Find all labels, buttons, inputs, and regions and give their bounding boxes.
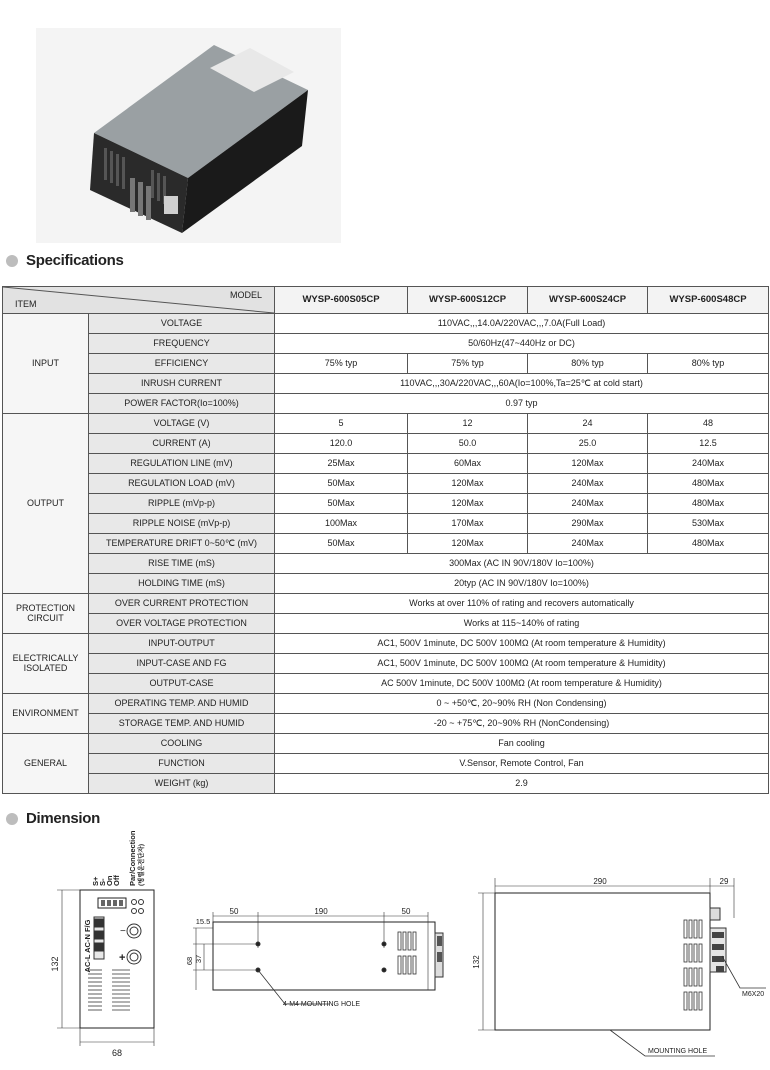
value-cell-span: 2.9 <box>275 774 769 794</box>
top-view <box>185 907 443 1008</box>
row-label: OPERATING TEMP. AND HUMID <box>89 694 275 714</box>
row-label: REGULATION LINE (mV) <box>89 454 275 474</box>
value-cell: 120.0 <box>275 434 408 454</box>
value-cell: 480Max <box>648 474 769 494</box>
table-row <box>3 334 769 354</box>
dimension-heading: Dimension <box>6 810 100 827</box>
value-cell: 50Max <box>275 534 408 554</box>
value-cell: 120Max <box>408 474 528 494</box>
model-header: WYSP-600S05CP <box>275 287 408 314</box>
table-row <box>3 434 769 454</box>
value-cell: 12.5 <box>648 434 769 454</box>
value-cell: 50Max <box>275 494 408 514</box>
table-row <box>3 454 769 474</box>
pin-label: S- <box>98 878 107 886</box>
group-cell: GENERAL <box>3 734 89 794</box>
model-header: WYSP-600S24CP <box>528 287 648 314</box>
pin-label: Off <box>112 875 121 886</box>
row-label: RISE TIME (mS) <box>89 554 275 574</box>
row-label: TEMPERATURE DRIFT 0~50℃ (mV) <box>89 534 275 554</box>
row-label: INPUT-OUTPUT <box>89 634 275 654</box>
row-label: HOLDING TIME (mS) <box>89 574 275 594</box>
row-label: RIPPLE NOISE (mVp-p) <box>89 514 275 534</box>
table-row <box>3 554 769 574</box>
value-cell-span: 300Max (AC IN 90V/180V Io=100%) <box>275 554 769 574</box>
power-supply-image <box>36 28 341 243</box>
row-label: VOLTAGE <box>89 314 275 334</box>
value-cell: 120Max <box>528 454 648 474</box>
group-label-line: PROTECTION <box>15 602 75 613</box>
value-cell: 100Max <box>275 514 408 534</box>
model-item-header <box>3 287 275 314</box>
product-photo <box>36 28 341 243</box>
group-label-line: CIRCUIT <box>27 612 64 623</box>
front-width-dim: 68 <box>111 1048 123 1058</box>
value-cell-span: 20typ (AC IN 90V/180V Io=100%) <box>275 574 769 594</box>
value-cell: 60Max <box>408 454 528 474</box>
value-cell-span: Fan cooling <box>275 734 769 754</box>
table-header-row <box>3 287 769 314</box>
table-row <box>3 374 769 394</box>
side-mounting-hole-label: MOUNTING HOLE <box>648 1048 708 1055</box>
table-row <box>3 414 769 434</box>
row-label: CURRENT (A) <box>89 434 275 454</box>
value-cell: 12 <box>408 414 528 434</box>
group-label-line: ELECTRICALLY <box>12 652 79 663</box>
top-dim: 50 <box>401 907 411 916</box>
group-cell <box>3 634 89 694</box>
value-cell: 120Max <box>408 494 528 514</box>
row-label: POWER FACTOR(Io=100%) <box>89 394 275 414</box>
left-dim: 68 <box>185 956 194 966</box>
value-cell: 290Max <box>528 514 648 534</box>
value-cell-span: AC1, 500V 1minute, DC 500V 100MΩ (At room temperature & Humidity) <box>275 654 769 674</box>
table-row <box>3 314 769 334</box>
row-label: OUTPUT-CASE <box>89 674 275 694</box>
table-row <box>3 494 769 514</box>
top-mounting-hole-label: 4-M4 MOUNTING HOLE <box>283 1001 361 1008</box>
table-row <box>3 514 769 534</box>
top-dim: 190 <box>314 907 328 916</box>
value-cell: 80% typ <box>528 354 648 374</box>
table-row <box>3 534 769 554</box>
table-row <box>3 714 769 734</box>
value-cell-span: 110VAC,,,14.0A/220VAC,,,7.0A(Full Load) <box>275 314 769 334</box>
row-label: INRUSH CURRENT <box>89 374 275 394</box>
value-cell: 24 <box>528 414 648 434</box>
screw-label: M6X20 <box>742 991 765 998</box>
value-cell-span: 0 ~ +50℃, 20~90% RH (Non Condensing) <box>275 694 769 714</box>
model-header: WYSP-600S48CP <box>648 287 769 314</box>
model-label: MODEL <box>229 290 262 300</box>
side-length-dim: 290 <box>593 877 607 886</box>
row-label: COOLING <box>89 734 275 754</box>
group-label-line: ISOLATED <box>23 662 68 673</box>
model-header: WYSP-600S12CP <box>408 287 528 314</box>
value-cell: 80% typ <box>648 354 769 374</box>
value-cell: 240Max <box>528 534 648 554</box>
value-cell: 240Max <box>648 454 769 474</box>
table-row <box>3 614 769 634</box>
side-ext-dim: 29 <box>719 877 729 886</box>
row-label: VOLTAGE (V) <box>89 414 275 434</box>
left-dim: 15.5 <box>195 917 211 926</box>
value-cell: 48 <box>648 414 769 434</box>
group-cell: INPUT <box>3 314 89 414</box>
row-label: FREQUENCY <box>89 334 275 354</box>
bullet-icon <box>6 255 18 267</box>
table-row <box>3 594 769 614</box>
row-label: EFFICIENCY <box>89 354 275 374</box>
row-label: OVER CURRENT PROTECTION <box>89 594 275 614</box>
table-row <box>3 734 769 754</box>
table-row <box>3 574 769 594</box>
left-dim: 37 <box>194 954 203 964</box>
value-cell-span: 110VAC,,,30A/220VAC,,,60A(Io=100%,Ta=25℃ at cold start) <box>275 374 769 394</box>
value-cell-span: 50/60Hz(47~440Hz or DC) <box>275 334 769 354</box>
value-cell: 5 <box>275 414 408 434</box>
value-cell: 240Max <box>528 494 648 514</box>
side-height-dim: 132 <box>472 955 481 969</box>
value-cell: 240Max <box>528 474 648 494</box>
table-row <box>3 474 769 494</box>
value-cell: 75% typ <box>408 354 528 374</box>
value-cell-span: AC1, 500V 1minute, DC 500V 100MΩ (At room temperature & Humidity) <box>275 634 769 654</box>
front-view <box>50 830 154 1058</box>
value-cell: 50.0 <box>408 434 528 454</box>
table-row <box>3 754 769 774</box>
value-cell-span: V.Sensor, Remote Control, Fan <box>275 754 769 774</box>
value-cell: 530Max <box>648 514 769 534</box>
minus-label: − <box>120 926 126 937</box>
pin-label: S+ <box>91 876 100 886</box>
table-row <box>3 694 769 714</box>
row-label: REGULATION LOAD (mV) <box>89 474 275 494</box>
side-view <box>472 877 766 1056</box>
table-row <box>3 774 769 794</box>
value-cell: 480Max <box>648 494 769 514</box>
dimension-drawing <box>0 828 770 1070</box>
group-cell: ENVIRONMENT <box>3 694 89 734</box>
top-dim: 50 <box>229 907 239 916</box>
row-label: RIPPLE (mVp-p) <box>89 494 275 514</box>
row-label: STORAGE TEMP. AND HUMID <box>89 714 275 734</box>
specifications-table <box>2 286 769 794</box>
value-cell: 25Max <box>275 454 408 474</box>
pin-label: On <box>105 875 114 886</box>
value-cell-span: Works at over 110% of rating and recovers automatically <box>275 594 769 614</box>
table-row <box>3 654 769 674</box>
value-cell-span: Works at 115~140% of rating <box>275 614 769 634</box>
value-cell-span: -20 ~ +75℃, 20~90% RH (NonCondensing) <box>275 714 769 734</box>
front-height-dim: 132 <box>50 956 60 972</box>
plus-label: + <box>119 952 126 964</box>
par-korean-label: (병렬운전단자) <box>138 843 145 886</box>
row-label: FUNCTION <box>89 754 275 774</box>
value-cell: 50Max <box>275 474 408 494</box>
ac-terminal-label: AC-L AC-N F/G <box>83 919 92 973</box>
table-row <box>3 394 769 414</box>
value-cell: 120Max <box>408 534 528 554</box>
row-label: INPUT-CASE AND FG <box>89 654 275 674</box>
specifications-heading: Specifications <box>6 252 124 269</box>
row-label: OVER VOLTAGE PROTECTION <box>89 614 275 634</box>
table-row <box>3 354 769 374</box>
value-cell: 25.0 <box>528 434 648 454</box>
item-label: ITEM <box>15 299 37 310</box>
value-cell-span: 0.97 typ <box>275 394 769 414</box>
par-connection-label: Par/Connection <box>128 830 137 886</box>
value-cell: 480Max <box>648 534 769 554</box>
table-row <box>3 634 769 654</box>
table-row <box>3 674 769 694</box>
group-cell: OUTPUT <box>3 414 89 594</box>
row-label: WEIGHT (kg) <box>89 774 275 794</box>
group-cell <box>3 594 89 634</box>
value-cell: 170Max <box>408 514 528 534</box>
bullet-icon <box>6 813 18 825</box>
value-cell-span: AC 500V 1minute, DC 500V 100MΩ (At room temperature & Humidity) <box>275 674 769 694</box>
value-cell: 75% typ <box>275 354 408 374</box>
